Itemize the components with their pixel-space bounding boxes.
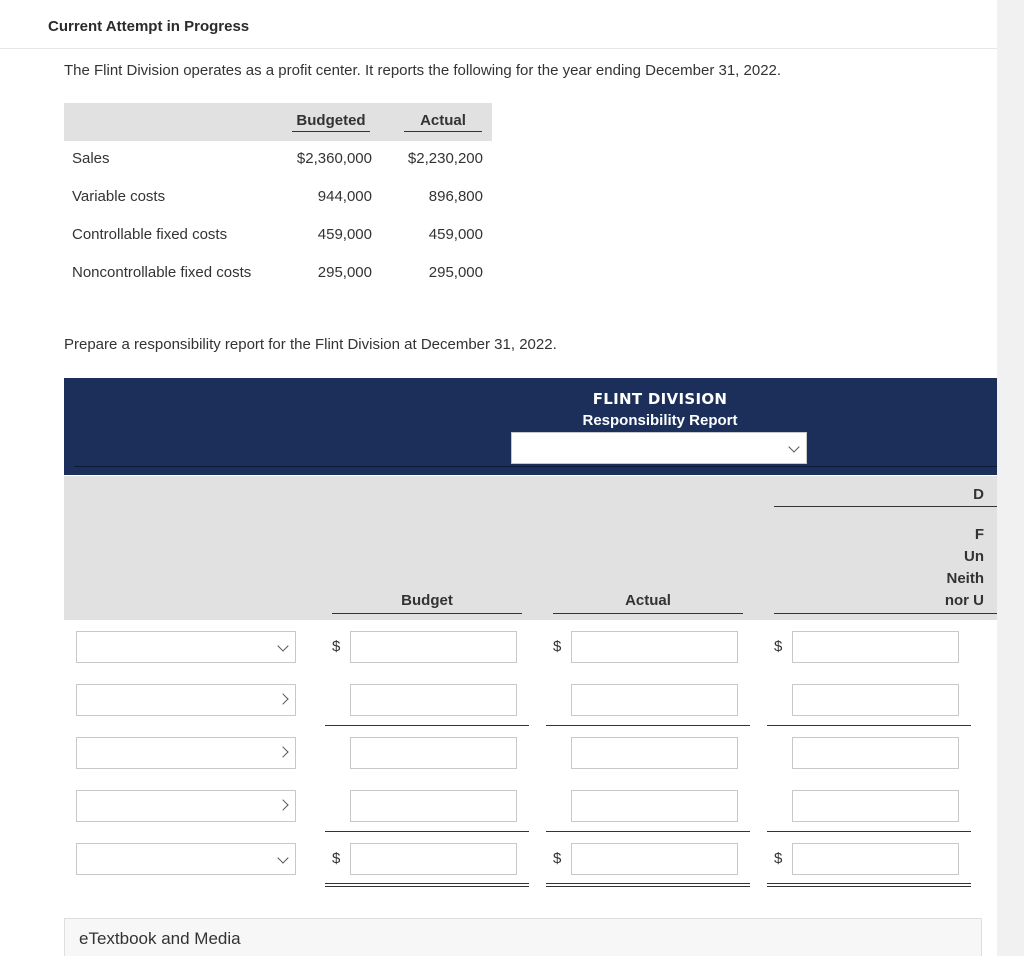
col-header-neither: Neith	[946, 570, 984, 587]
currency-symbol: $	[774, 850, 783, 867]
given-budgeted-value: 944,000	[317, 188, 372, 205]
total-double-rule	[325, 886, 529, 887]
given-actual-value: 459,000	[428, 226, 483, 243]
given-row-label: Controllable fixed costs	[72, 226, 228, 243]
actual-input[interactable]	[571, 631, 738, 663]
given-actual-value: 295,000	[428, 264, 483, 281]
given-budgeted-value: 295,000	[317, 264, 372, 281]
line-item-select[interactable]	[76, 631, 296, 663]
col-header-favorable: F	[974, 526, 984, 543]
actual-input[interactable]	[571, 737, 738, 769]
col-header-budget: Budget	[401, 592, 453, 609]
report-name: Responsibility Report	[582, 412, 738, 429]
col-header-unfavorable: Un	[964, 548, 984, 565]
actual-input[interactable]	[571, 790, 738, 822]
currency-symbol: $	[553, 638, 562, 655]
etextbook-label: eTextbook and Media	[79, 929, 241, 948]
line-item-select[interactable]	[76, 737, 296, 769]
budget-input[interactable]	[350, 631, 517, 663]
line-item-select[interactable]	[76, 843, 296, 875]
given-col-actual: Actual	[404, 112, 482, 132]
line-item-select[interactable]	[76, 790, 296, 822]
difference-input[interactable]	[792, 631, 959, 663]
chevron-right-icon	[277, 693, 288, 704]
currency-symbol: $	[332, 850, 341, 867]
total-double-rule	[767, 886, 971, 887]
difference-input[interactable]	[792, 790, 959, 822]
report-company-name: FLINT DIVISION	[592, 390, 728, 408]
instruction-text: Prepare a responsibility report for the Flint Division at December 31, 2022.	[64, 336, 557, 353]
report-header-divider	[74, 466, 997, 467]
given-row-label: Variable costs	[72, 188, 166, 205]
col-rule-actual	[553, 613, 743, 614]
chevron-right-icon	[277, 746, 288, 757]
currency-symbol: $	[553, 850, 562, 867]
subtotal-rule	[325, 831, 529, 832]
given-col-budgeted: Budgeted	[292, 112, 370, 132]
given-budgeted-value: $2,360,000	[296, 150, 372, 167]
report-title	[550, 388, 770, 432]
difference-input[interactable]	[792, 737, 959, 769]
given-budgeted-value: 459,000	[317, 226, 372, 243]
report-column-header	[64, 476, 997, 620]
currency-symbol: $	[774, 638, 783, 655]
col-header-nor-unfavorable: nor U	[944, 592, 984, 609]
subtotal-rule	[546, 725, 750, 726]
actual-input[interactable]	[571, 684, 738, 716]
total-double-rule	[546, 886, 750, 887]
budget-input[interactable]	[350, 790, 517, 822]
attempt-status-title: Current Attempt in Progress	[48, 18, 250, 35]
budget-input[interactable]	[350, 737, 517, 769]
subtotal-rule	[767, 831, 971, 832]
total-double-rule	[325, 883, 529, 884]
col-rule-budget	[332, 613, 522, 614]
chevron-down-icon	[277, 852, 288, 863]
difference-total-input[interactable]	[792, 843, 959, 875]
given-actual-value: 896,800	[428, 188, 483, 205]
given-row-label: Noncontrollable fixed costs	[72, 264, 252, 281]
col-header-difference: D	[973, 486, 984, 503]
col-header-actual: Actual	[625, 592, 671, 609]
difference-input[interactable]	[792, 684, 959, 716]
etextbook-media-toggle[interactable]	[64, 918, 982, 956]
subtotal-rule	[546, 831, 750, 832]
chevron-right-icon	[277, 799, 288, 810]
total-double-rule	[767, 883, 971, 884]
col-rule-difference	[774, 613, 997, 614]
problem-statement: The Flint Division operates as a profit center. It reports the following for the year ending December 31, 2022.	[64, 62, 782, 79]
budget-total-input[interactable]	[350, 843, 517, 875]
total-double-rule	[546, 883, 750, 884]
subtotal-rule	[767, 725, 971, 726]
col-rule-difference-top	[774, 506, 997, 507]
subtotal-rule	[325, 725, 529, 726]
budget-input[interactable]	[350, 684, 517, 716]
chevron-down-icon	[788, 441, 799, 452]
given-actual-value: $2,230,200	[407, 150, 483, 167]
header-divider	[0, 48, 997, 49]
actual-total-input[interactable]	[571, 843, 738, 875]
currency-symbol: $	[332, 638, 341, 655]
given-row-label: Sales	[72, 150, 110, 167]
chevron-down-icon	[277, 640, 288, 651]
line-item-select[interactable]	[76, 684, 296, 716]
report-period-select[interactable]	[511, 432, 807, 464]
